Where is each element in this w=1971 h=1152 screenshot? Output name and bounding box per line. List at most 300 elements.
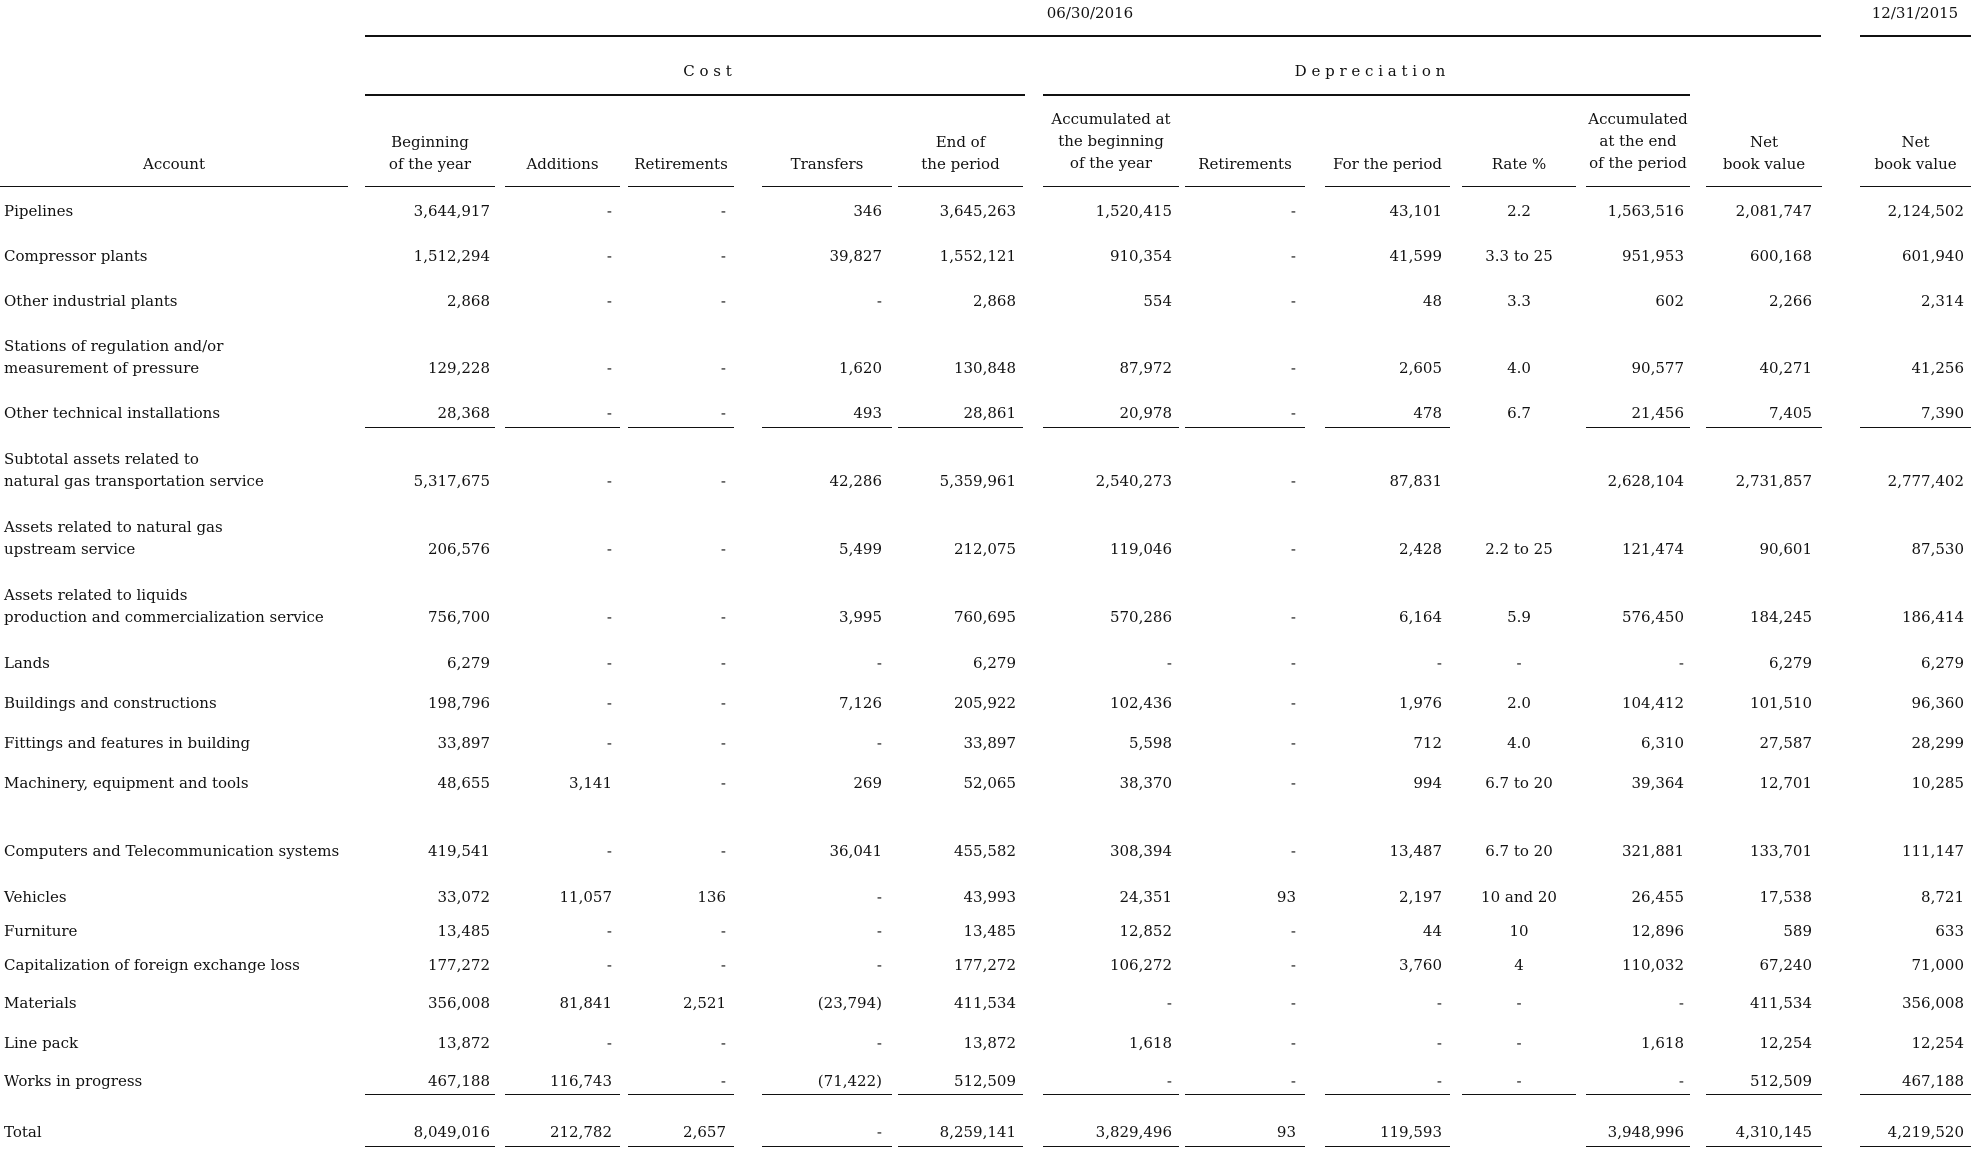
cell-retirements: -: [720, 734, 726, 752]
cell-net-prior: 28,299: [1911, 734, 1964, 752]
subtotal-rule: [762, 427, 892, 428]
col-dep-retirements: Retirements: [1198, 155, 1292, 173]
cell-beginning: 33,072: [437, 888, 490, 906]
cell-beginning: 13,485: [437, 922, 490, 940]
cell-acc-begin: 910,354: [1109, 247, 1172, 265]
cell-retirements: -: [720, 359, 726, 377]
cell-additions: -: [606, 472, 612, 490]
header-underline: [505, 186, 620, 187]
cell-retirements: -: [720, 472, 726, 490]
cell-acc-begin: 1,618: [1129, 1034, 1172, 1052]
cell-acc-begin: 554: [1143, 292, 1172, 310]
header-underline: [365, 186, 495, 187]
group-cost: C o s t: [683, 62, 732, 80]
cell-for-period: 2,428: [1399, 540, 1442, 558]
cell-end: 43,993: [963, 888, 1016, 906]
col-acc-begin-line2: the beginning: [1058, 132, 1164, 150]
cell-transfers: -: [876, 922, 882, 940]
cell-net-prior: 6,279: [1921, 654, 1964, 672]
cell-for-period: 13,487: [1389, 842, 1442, 860]
cell-net-prior: 2,124,502: [1887, 202, 1964, 220]
cell-beginning: 129,228: [427, 359, 490, 377]
cell-dep-retirements: -: [1290, 1034, 1296, 1052]
col-net-prior: [1860, 131, 1971, 175]
cell-additions: -: [606, 1034, 612, 1052]
cell-dep-retirements: -: [1290, 654, 1296, 672]
cell-acc-begin: -: [1166, 1072, 1172, 1090]
cell-rate: 5.9: [1507, 608, 1531, 626]
cell-acc-begin: 5,598: [1129, 734, 1172, 752]
account-label: [4, 290, 177, 312]
cell-net-prior: 7,390: [1921, 404, 1964, 422]
cell-net-prior: 2,314: [1921, 292, 1964, 310]
cell-for-period: 6,164: [1399, 608, 1442, 626]
cell-net-prior: 601,940: [1901, 247, 1964, 265]
cell-for-period: 712: [1413, 734, 1442, 752]
cell-end: 512,509: [953, 1072, 1016, 1090]
cell-rate: 6.7 to 20: [1485, 774, 1553, 792]
account-label: [4, 652, 50, 674]
header-underline: [1706, 186, 1822, 187]
cell-end: 455,582: [953, 842, 1016, 860]
cell-net-current: 133,701: [1749, 842, 1812, 860]
cell-for-period: 87,831: [1389, 472, 1442, 490]
cell-net-current: 2,081,747: [1735, 202, 1812, 220]
account-label: [4, 886, 67, 908]
col-rate: Rate %: [1491, 155, 1547, 173]
cell-for-period: 1,976: [1399, 694, 1442, 712]
cell-end: 3,645,263: [939, 202, 1016, 220]
col-net-prior-line1: Net: [1901, 133, 1930, 151]
total-rule: [365, 1146, 495, 1147]
cell-end: 760,695: [953, 608, 1016, 626]
cell-net-current: 6,279: [1769, 654, 1812, 672]
total-rule: [898, 1146, 1023, 1147]
header-underline: [762, 186, 892, 187]
cell-transfers: 1,620: [839, 359, 882, 377]
cell-retirements: -: [720, 774, 726, 792]
cell-beginning: 28,368: [437, 404, 490, 422]
cell-acc-begin: 1,520,415: [1095, 202, 1172, 220]
cell-dep-retirements: -: [1290, 608, 1296, 626]
cell-additions: -: [606, 842, 612, 860]
account-label-line: upstream service: [4, 540, 136, 558]
cell-transfers: (71,422): [817, 1072, 882, 1090]
date-prior: 12/31/2015: [1871, 4, 1959, 22]
cell-acc-end: 576,450: [1621, 608, 1684, 626]
rule-cost: [365, 94, 1025, 96]
cell-retirements: 136: [697, 888, 726, 906]
cell-net-prior: 10,285: [1911, 774, 1964, 792]
cell-beginning: 13,872: [437, 1034, 490, 1052]
col-beginning-line2: of the year: [388, 155, 472, 173]
subtotal-rule: [1325, 427, 1450, 428]
cell-net-prior: 12,254: [1911, 1034, 1964, 1052]
cell-net-current: 600,168: [1749, 247, 1812, 265]
cell-end: 212,075: [953, 540, 1016, 558]
account-label: [4, 245, 147, 267]
account-label-line: Line pack: [4, 1034, 79, 1052]
pre-total-rule: [898, 1094, 1023, 1095]
cell-beginning: 467,188: [427, 1072, 490, 1090]
cell-additions: -: [606, 292, 612, 310]
cell-beginning: 2,868: [447, 292, 490, 310]
cell-for-period: 43,101: [1389, 202, 1442, 220]
cell-dep-retirements: -: [1290, 842, 1296, 860]
cell-net-current: 40,271: [1759, 359, 1812, 377]
header-underline: [0, 186, 348, 187]
cell-transfers: 39,827: [829, 247, 882, 265]
cell-additions: -: [606, 608, 612, 626]
cell-acc-begin: -: [1166, 654, 1172, 672]
account-label-line: Subtotal assets related to: [4, 450, 199, 468]
cell-end: 411,534: [953, 994, 1016, 1012]
subtotal-rule: [1706, 427, 1822, 428]
subtotal-rule: [898, 427, 1023, 428]
col-end-line2: the period: [921, 155, 1000, 173]
cell-beginning: 206,576: [427, 540, 490, 558]
cell-dep-retirements: -: [1290, 292, 1296, 310]
account-label-line: Works in progress: [4, 1072, 143, 1090]
cell-end: 205,922: [953, 694, 1016, 712]
cell-beginning: 8,049,016: [413, 1123, 490, 1141]
cell-end: 2,868: [973, 292, 1016, 310]
cell-net-current: 101,510: [1749, 694, 1812, 712]
cell-rate: 2.0: [1507, 694, 1531, 712]
pre-total-rule: [762, 1094, 892, 1095]
cell-net-prior: 71,000: [1911, 956, 1964, 974]
col-acc-end-line2: at the end: [1599, 132, 1677, 150]
cell-retirements: -: [720, 404, 726, 422]
cell-for-period: -: [1436, 994, 1442, 1012]
col-additions: Additions: [526, 155, 599, 173]
cell-for-period: 2,605: [1399, 359, 1442, 377]
cell-transfers: 5,499: [839, 540, 882, 558]
col-acc-end: [1586, 108, 1690, 174]
cell-transfers: -: [876, 1123, 882, 1141]
col-acc-begin-line3: of the year: [1069, 154, 1153, 172]
account-label: [4, 732, 250, 754]
cell-for-period: 41,599: [1389, 247, 1442, 265]
subtotal-rule: [628, 427, 734, 428]
cell-acc-end: 39,364: [1631, 774, 1684, 792]
cell-net-current: 7,405: [1769, 404, 1812, 422]
cell-retirements: -: [720, 694, 726, 712]
col-net-current-line1: Net: [1749, 133, 1779, 151]
cell-rate: 6.7 to 20: [1485, 842, 1553, 860]
account-label-line: Materials: [4, 994, 77, 1012]
cell-additions: -: [606, 734, 612, 752]
cell-retirements: -: [720, 202, 726, 220]
account-label-line: Lands: [4, 654, 50, 672]
cell-acc-end: 121,474: [1621, 540, 1684, 558]
cell-acc-begin: 38,370: [1119, 774, 1172, 792]
cell-net-prior: 633: [1935, 922, 1964, 940]
cell-rate: 6.7: [1507, 404, 1531, 422]
cell-rate: 3.3: [1507, 292, 1531, 310]
cell-acc-end: 2,628,104: [1607, 472, 1684, 490]
cell-acc-begin: 3,829,496: [1095, 1123, 1172, 1141]
cell-dep-retirements: -: [1290, 247, 1296, 265]
header-underline: [1185, 186, 1305, 187]
cell-end: 1,552,121: [939, 247, 1016, 265]
cell-acc-end: 1,618: [1641, 1034, 1684, 1052]
cell-retirements: -: [720, 956, 726, 974]
account-label-line: Assets related to liquids: [4, 586, 188, 604]
cell-net-current: 90,601: [1759, 540, 1812, 558]
account-label: [4, 1070, 142, 1092]
cell-beginning: 756,700: [427, 608, 490, 626]
col-account: Account: [142, 155, 205, 173]
account-label-line: Total: [4, 1123, 42, 1141]
cell-transfers: (23,794): [817, 994, 882, 1012]
cell-dep-retirements: -: [1290, 202, 1296, 220]
cell-net-current: 67,240: [1759, 956, 1812, 974]
cell-transfers: -: [876, 1034, 882, 1052]
cell-acc-end: 321,881: [1621, 842, 1684, 860]
cell-net-prior: 111,147: [1901, 842, 1964, 860]
cell-additions: -: [606, 540, 612, 558]
cell-retirements: -: [720, 540, 726, 558]
header-underline: [1325, 186, 1450, 187]
cell-acc-end: 951,953: [1621, 247, 1684, 265]
account-label-line: Stations of regulation and/or: [4, 337, 224, 355]
cell-rate: 3.3 to 25: [1485, 247, 1553, 265]
cell-for-period: -: [1436, 1072, 1442, 1090]
cell-net-current: 2,731,857: [1735, 472, 1812, 490]
cell-retirements: -: [720, 654, 726, 672]
account-label: [4, 1121, 42, 1143]
cell-acc-begin: 24,351: [1119, 888, 1172, 906]
col-acc-end-line3: of the period: [1589, 154, 1687, 172]
col-acc-begin-line1: Accumulated at: [1051, 110, 1171, 128]
cell-additions: -: [606, 247, 612, 265]
pre-total-rule: [1185, 1094, 1305, 1095]
cell-transfers: -: [876, 956, 882, 974]
cell-dep-retirements: -: [1290, 994, 1296, 1012]
cell-additions: 81,841: [559, 994, 612, 1012]
cell-net-current: 512,509: [1749, 1072, 1812, 1090]
cell-retirements: -: [720, 1034, 726, 1052]
cell-transfers: 3,995: [839, 608, 882, 626]
pre-total-rule: [1860, 1094, 1971, 1095]
cell-additions: -: [606, 359, 612, 377]
col-transfers: Transfers: [790, 155, 864, 173]
account-label: [4, 402, 220, 424]
cell-additions: -: [606, 202, 612, 220]
cell-rate: -: [1516, 654, 1522, 672]
cell-rate: 2.2: [1507, 202, 1531, 220]
account-label: [4, 448, 264, 492]
cell-dep-retirements: -: [1290, 956, 1296, 974]
cell-retirements: -: [720, 247, 726, 265]
cell-net-prior: 2,777,402: [1887, 472, 1964, 490]
cell-rate: 10: [1509, 922, 1529, 940]
cell-beginning: 3,644,917: [413, 202, 490, 220]
cell-for-period: 994: [1413, 774, 1442, 792]
cell-additions: 11,057: [559, 888, 612, 906]
pre-total-rule: [1586, 1094, 1690, 1095]
cell-acc-end: 90,577: [1631, 359, 1684, 377]
cell-dep-retirements: -: [1290, 774, 1296, 792]
rule-date-prior: [1860, 35, 1971, 37]
cell-acc-begin: 570,286: [1109, 608, 1172, 626]
cell-beginning: 33,897: [437, 734, 490, 752]
cell-end: 13,872: [963, 1034, 1016, 1052]
col-end: [898, 131, 1023, 175]
cell-additions: 116,743: [549, 1072, 612, 1090]
cell-acc-end: 1,563,516: [1607, 202, 1684, 220]
cell-for-period: 478: [1413, 404, 1442, 422]
account-label: [4, 840, 339, 862]
cell-net-prior: 356,008: [1901, 994, 1964, 1012]
cell-end: 52,065: [963, 774, 1016, 792]
cell-transfers: 269: [853, 774, 882, 792]
account-label: [4, 954, 300, 976]
account-label: [4, 584, 324, 628]
cell-transfers: 36,041: [829, 842, 882, 860]
header-underline: [1462, 186, 1576, 187]
cell-for-period: 2,197: [1399, 888, 1442, 906]
cell-additions: 212,782: [549, 1123, 612, 1141]
header-underline: [1586, 186, 1690, 187]
cell-additions: -: [606, 404, 612, 422]
cell-net-current: 12,254: [1759, 1034, 1812, 1052]
col-net-current-line2: book value: [1722, 155, 1806, 173]
cell-beginning: 6,279: [447, 654, 490, 672]
account-label: [4, 516, 223, 560]
cell-rate: 4.0: [1507, 734, 1531, 752]
cell-for-period: 44: [1422, 922, 1442, 940]
cell-retirements: 2,521: [683, 994, 726, 1012]
subtotal-rule: [1860, 427, 1971, 428]
account-label-line: Other industrial plants: [4, 292, 178, 310]
pre-total-rule: [1462, 1094, 1576, 1095]
col-end-line1: End of: [935, 133, 986, 151]
cell-acc-end: 12,896: [1631, 922, 1684, 940]
cell-rate: 4.0: [1507, 359, 1531, 377]
cell-rate: 2.2 to 25: [1485, 540, 1553, 558]
account-label-line: production and commercialization service: [4, 608, 324, 626]
account-label: [4, 992, 77, 1014]
account-label-line: Vehicles: [4, 888, 67, 906]
cell-acc-begin: 119,046: [1109, 540, 1172, 558]
cell-dep-retirements: 93: [1276, 1123, 1296, 1141]
pre-total-rule: [1706, 1094, 1822, 1095]
cell-dep-retirements: 93: [1276, 888, 1296, 906]
cell-net-current: 12,701: [1759, 774, 1812, 792]
cell-acc-begin: 106,272: [1109, 956, 1172, 974]
cell-acc-end: -: [1678, 994, 1684, 1012]
account-label-line: Other technical installations: [4, 404, 221, 422]
total-rule: [1185, 1146, 1305, 1147]
cell-acc-end: 110,032: [1621, 956, 1684, 974]
cell-dep-retirements: -: [1290, 1072, 1296, 1090]
cell-for-period: 3,760: [1399, 956, 1442, 974]
account-label-line: Buildings and constructions: [4, 694, 217, 712]
col-acc-end-line1: Accumulated: [1588, 110, 1688, 128]
cell-end: 33,897: [963, 734, 1016, 752]
cell-transfers: 7,126: [839, 694, 882, 712]
subtotal-rule: [1185, 427, 1305, 428]
cell-beginning: 48,655: [437, 774, 490, 792]
cell-for-period: 48: [1422, 292, 1442, 310]
cell-acc-end: 21,456: [1631, 404, 1684, 422]
account-label-line: Machinery, equipment and tools: [4, 774, 249, 792]
cell-net-prior: 467,188: [1901, 1072, 1964, 1090]
cell-beginning: 198,796: [427, 694, 490, 712]
account-label-line: measurement of pressure: [4, 359, 200, 377]
total-rule: [628, 1146, 734, 1147]
cell-dep-retirements: -: [1290, 922, 1296, 940]
cell-dep-retirements: -: [1290, 540, 1296, 558]
col-for-period: For the period: [1333, 155, 1442, 173]
account-label-line: natural gas transportation service: [4, 472, 264, 490]
cell-for-period: -: [1436, 654, 1442, 672]
cell-additions: -: [606, 956, 612, 974]
rule-depreciation: [1043, 94, 1690, 96]
cell-rate: -: [1516, 1072, 1522, 1090]
total-rule: [1325, 1146, 1450, 1147]
cell-beginning: 419,541: [427, 842, 490, 860]
cell-net-prior: 4,219,520: [1887, 1123, 1964, 1141]
cell-net-prior: 87,530: [1911, 540, 1964, 558]
subtotal-rule: [1043, 427, 1179, 428]
header-underline: [898, 186, 1023, 187]
cell-retirements: -: [720, 1072, 726, 1090]
cell-transfers: 42,286: [829, 472, 882, 490]
cell-retirements: -: [720, 922, 726, 940]
cell-transfers: 493: [853, 404, 882, 422]
cell-acc-end: -: [1678, 1072, 1684, 1090]
col-acc-begin: [1043, 108, 1179, 174]
cell-net-prior: 41,256: [1911, 359, 1964, 377]
cell-end: 5,359,961: [939, 472, 1016, 490]
cell-acc-begin: -: [1166, 994, 1172, 1012]
total-rule: [1043, 1146, 1179, 1147]
total-rule: [1860, 1146, 1971, 1147]
cell-net-prior: 8,721: [1921, 888, 1964, 906]
cell-end: 177,272: [953, 956, 1016, 974]
total-rule: [505, 1146, 620, 1147]
cell-acc-begin: 308,394: [1109, 842, 1172, 860]
col-retirements: Retirements: [634, 155, 728, 173]
cell-dep-retirements: -: [1290, 359, 1296, 377]
rule-date-current: [365, 35, 1821, 37]
cell-transfers: -: [876, 654, 882, 672]
cell-beginning: 177,272: [427, 956, 490, 974]
cell-acc-end: 3,948,996: [1607, 1123, 1684, 1141]
col-net-current: [1706, 131, 1822, 175]
subtotal-rule: [365, 427, 495, 428]
cell-net-current: 184,245: [1749, 608, 1812, 626]
subtotal-rule: [505, 427, 620, 428]
cell-retirements: -: [720, 608, 726, 626]
cell-additions: 3,141: [569, 774, 612, 792]
cell-retirements: -: [720, 292, 726, 310]
cell-beginning: 5,317,675: [413, 472, 490, 490]
account-label: [4, 692, 217, 714]
cell-retirements: -: [720, 842, 726, 860]
cell-acc-begin: 87,972: [1119, 359, 1172, 377]
col-net-prior-line2: book value: [1874, 155, 1957, 173]
cell-beginning: 1,512,294: [413, 247, 490, 265]
total-rule: [762, 1146, 892, 1147]
account-label-line: Compressor plants: [4, 247, 148, 265]
account-label-line: Capitalization of foreign exchange loss: [4, 956, 300, 974]
header-underline: [1043, 186, 1179, 187]
account-label-line: Fittings and features in building: [4, 734, 251, 752]
